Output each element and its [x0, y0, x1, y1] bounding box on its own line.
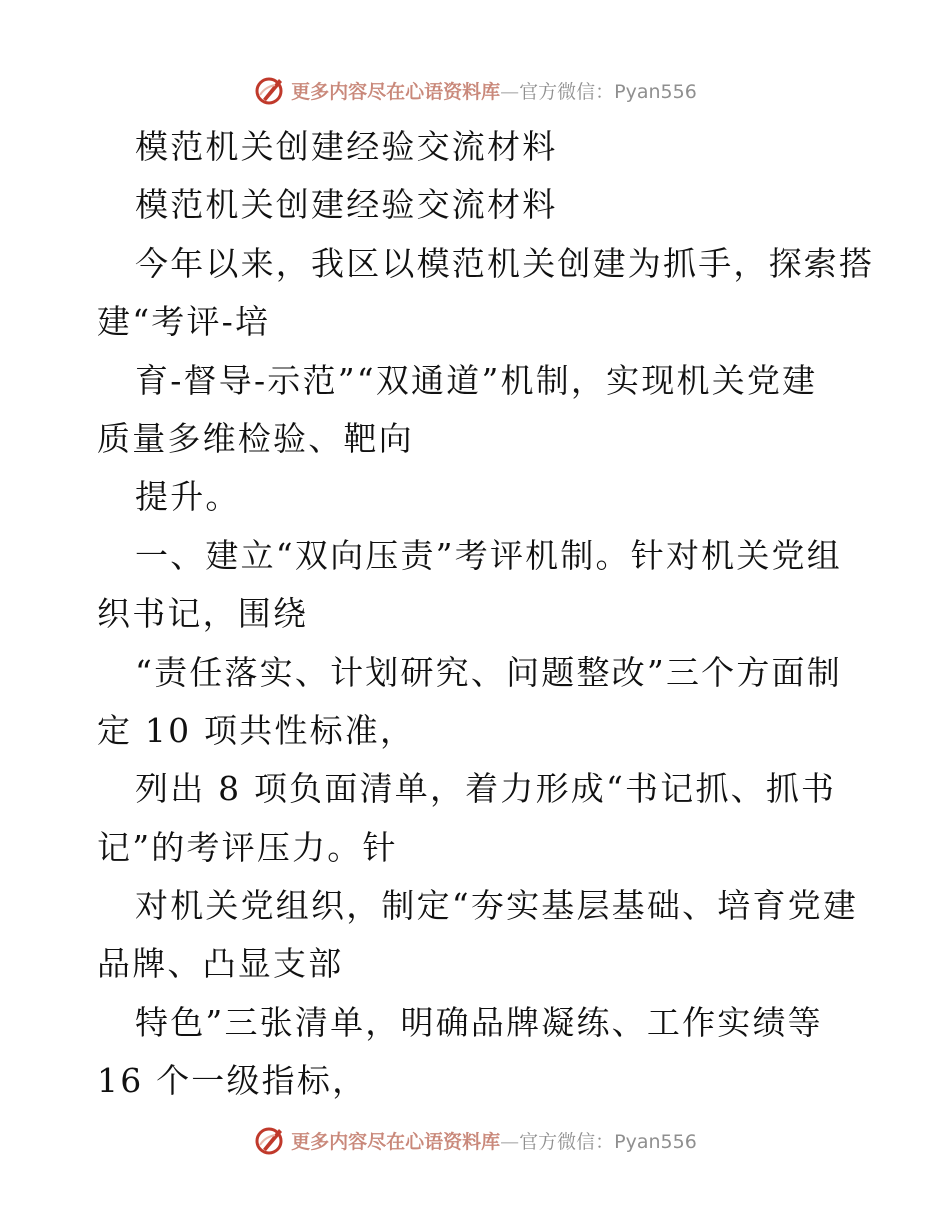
- watermark-text: [291, 77, 697, 104]
- quill-logo-icon: [253, 1123, 287, 1157]
- paragraph-line: “责任落实、计划研究、问题整改”三个方面制: [135, 652, 842, 692]
- paragraph-line: 今年以来，我区以模范机关创建为抓手，探索搭: [135, 243, 875, 283]
- watermark-separator: —: [500, 1130, 520, 1153]
- paragraph-line: 对机关党组织，制定“夯实基层基础、培育党建: [135, 886, 859, 926]
- paragraph-line: 记”的考评压力。针: [97, 827, 398, 867]
- footer-watermark: [0, 1120, 950, 1160]
- paragraph-line: 质量多维检验、靶向: [97, 418, 414, 458]
- watermark-contact: 官方微信：Pyan556: [519, 1130, 697, 1153]
- paragraph-line: 定 10 项共性标准，: [97, 710, 416, 750]
- watermark-site: 更多内容尽在心语资料库: [291, 1130, 501, 1153]
- paragraph-line: 16 个一级指标，: [97, 1061, 368, 1101]
- document-title: 模范机关创建经验交流材料: [135, 127, 558, 166]
- paragraph-line: 建“考评-培: [97, 302, 271, 342]
- paragraph-line: 提升。: [135, 477, 241, 517]
- paragraph-line: 列出 8 项负面清单，着力形成“书记抓、抓书: [135, 769, 837, 809]
- quill-logo-icon: [253, 73, 287, 107]
- document-body: [97, 118, 877, 1111]
- paragraph-line: 织书记，围绕: [97, 594, 309, 634]
- paragraph-line: 特色”三张清单，明确品牌凝练、工作实绩等: [135, 1002, 823, 1042]
- header-watermark: [0, 70, 950, 110]
- watermark-separator: —: [500, 80, 520, 103]
- paragraph-line: 育-督导-示范”“双通道”机制，实现机关党建: [135, 360, 818, 400]
- watermark-contact: 官方微信：Pyan556: [519, 80, 697, 103]
- paragraph-line: 品牌、凸显支部: [97, 944, 344, 984]
- watermark-text: [291, 1127, 697, 1154]
- watermark-site: 更多内容尽在心语资料库: [291, 80, 501, 103]
- document-subtitle: 模范机关创建经验交流材料: [135, 185, 558, 225]
- paragraph-line: 一、建立“双向压责”考评机制。针对机关党组: [135, 535, 842, 575]
